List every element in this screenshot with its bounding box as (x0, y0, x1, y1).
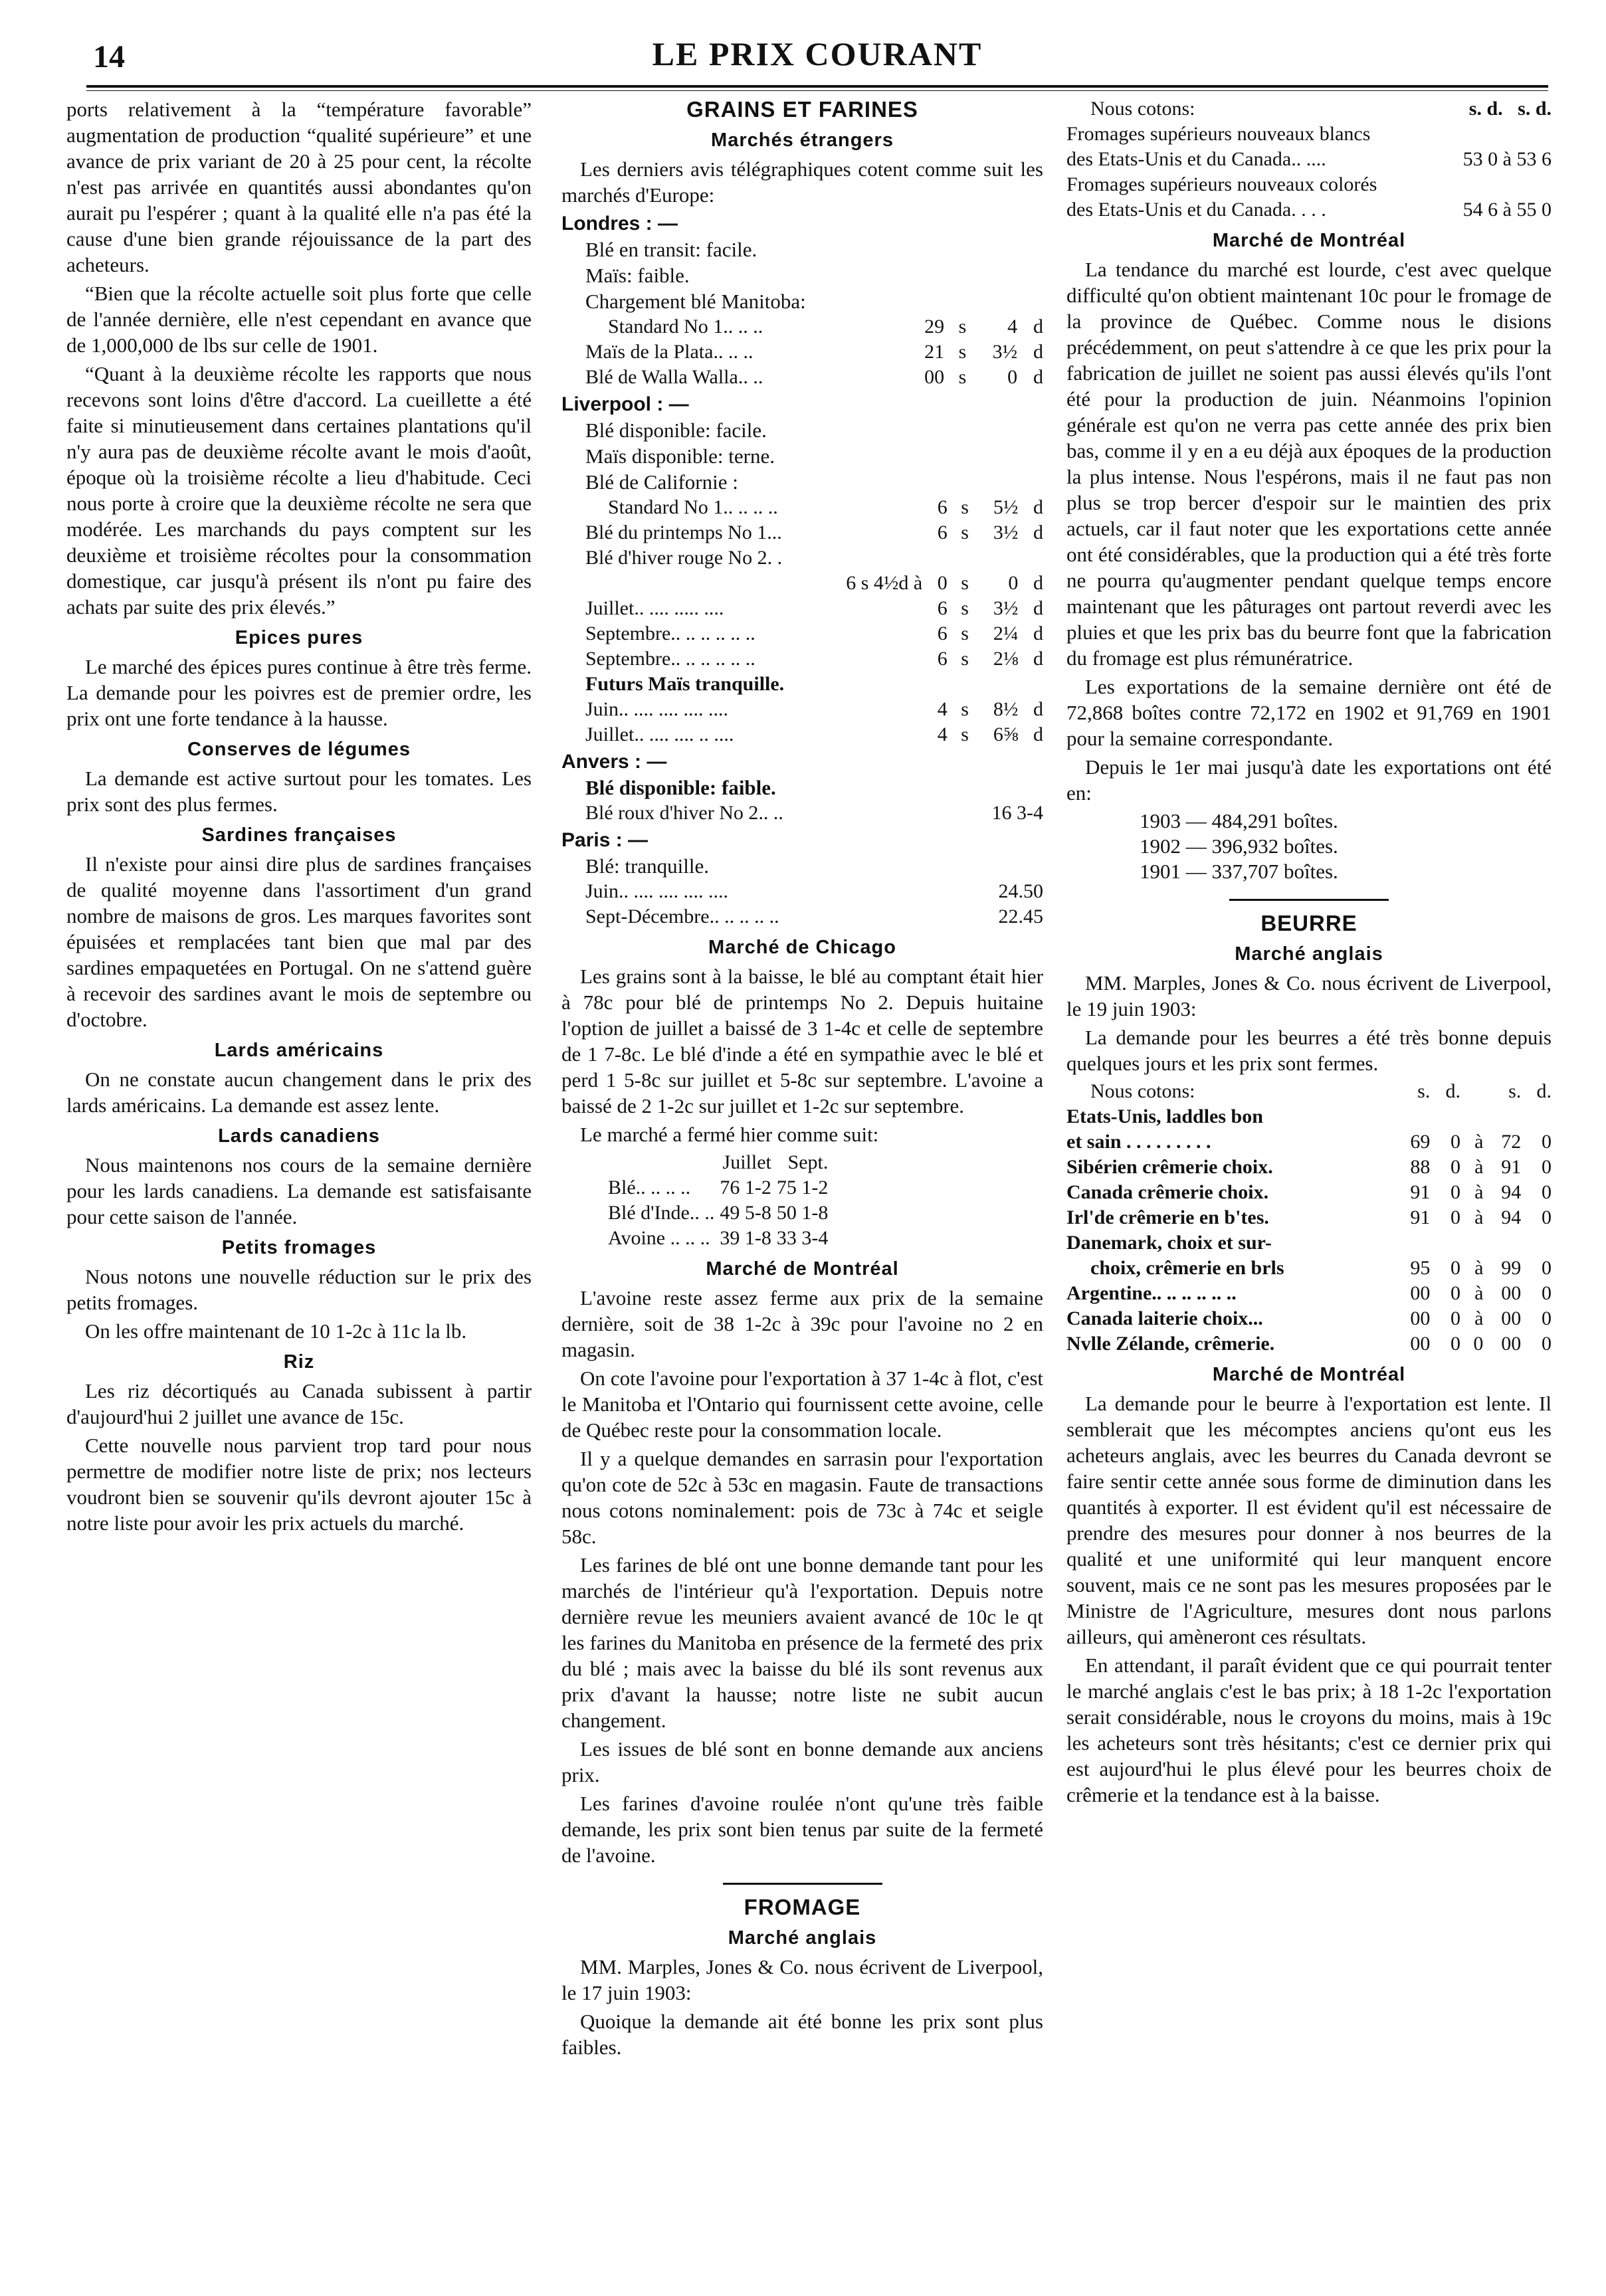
table-row: Etats-Unis, laddles bon (1066, 1105, 1263, 1127)
table-row: Standard No 1.. .. .. .. 6 s 5½ d (608, 496, 1043, 518)
section-heading-lards-americains: Lards américains (214, 1040, 384, 1061)
paragraph: “Quant à la deuxième récolte les rapports que nous recevons sont loins d'être d'accord. La cueillette a été faite si minutieusement dans certaines plantations qu'il n'y aura pas de deuxième récolte avant le mois d'août, époque où la troisième récolte a lieu d'habitude. Ceci nous porte à croire que la deuxième récolte ne sera que modérée. Les marchands du pays comptent sur les deuxième et troisième récoltes pour la consommation domestique, car jusqu'à présent ils n'ont pu faire des achats par suite des prix élevés.” (66, 362, 532, 619)
paragraph: Les exportations de la semaine dernière ont été de 72,868 boîtes contre 72,172 en 1902 et 91,769 en 1901 pour la semaine correspondante. (1066, 675, 1552, 750)
table-row: Standard No 1.. .. .. 29 s 4 d (608, 316, 1043, 337)
paragraph: On cote l'avoine pour l'exportation à 37 1-4c à flot, c'est le Manitoba et l'Ontario qui fournissent cette avoine, celle de Québec reste pour la consommation locale. (561, 1367, 1043, 1442)
paragraph: En attendant, il paraît évident que ce qui pourrait tenter le marché anglais c'est le bas prix; à 18 1-2c l'exportation serait considérable, nous le croyons du moins, mais à 19c les acheteurs sont très hésitants; c'est ce dernier prix qui est aujourd'hui le plus élevé pour les beurres choix de crêmerie et la tendance est à la baisse. (1066, 1654, 1552, 1806)
section-heading-beurre: BEURRE (1260, 911, 1357, 935)
header-rule-thin (86, 90, 1548, 91)
paragraph: Les farines d'avoine roulée n'ont qu'une très faible demande, les prix sont bien tenus par suite de la fermeté de l'avoine. (561, 1792, 1043, 1867)
table-row: Blé.. .. .. .. 76 1-2 75 1-2 (608, 1177, 829, 1198)
subheading-montreal-fromage: Marché de Montréal (1212, 230, 1406, 251)
quote-line: Maïs disponible: terne. (585, 444, 775, 468)
paragraph: Cette nouvelle nous parvient trop tard pour nous permettre de modifier notre liste de prix; nos lecteurs voudront bien se souvenir qu'ils devront ajouter 15c à notre liste pour avoir les prix actuels du marché. (66, 1434, 532, 1535)
butter-quote-table (1066, 1079, 1552, 1357)
paragraph: La demande est active surtout pour les tomates. Les prix sont des plus fermes. (66, 767, 532, 816)
section-heading-riz: Riz (283, 1351, 315, 1373)
table-row: Avoine .. .. .. 39 1-8 33 3-4 (608, 1227, 829, 1249)
paragraph: Nous notons une nouvelle réduction sur le prix des petits fromages. (66, 1265, 532, 1314)
paragraph: Le marché des épices pures continue à être très ferme. La demande pour les poivres est de premier ordre, les prix ont une forte tendance à la hausse. (66, 655, 532, 730)
paragraph: La demande pour le beurre à l'exportation est lente. Il semblerait que les mécomptes anciens qu'ont eus les acheteurs anglais, avec les beurres du Canada devront se faire sentir cette année sous forme de diminution dans les quantités à exporter. Il est évident qu'il est nécessaire de prendre des mesures pour donner à nos beurres de la qualité et une uniformité qui leur manquent encore souvent, mais ce ne sont pas les mesures proposées par le Ministre de l'Agriculture, mesures dont nous parlons ailleurs, qui amèneront ces résultats. (1066, 1392, 1552, 1648)
cheese-quote-table (1066, 96, 1552, 223)
quote-line: Maïs: faible. (585, 264, 690, 287)
running-title: LE PRIX COURANT (652, 35, 983, 72)
table-row: Juin.. .... .... .... .... 4 s 8½ d (585, 698, 1043, 720)
section-heading-lards-canadiens: Lards canadiens (218, 1125, 380, 1147)
header-rule (86, 85, 1548, 88)
exports-list (1140, 809, 1552, 884)
paragraph: Nous maintenons nos cours de la semaine dernière pour les lards canadiens. La demande est satisfaisante pour cette saison de l'année. (66, 1153, 532, 1228)
table-header-row: Nous cotons: s. d. s. d. (1090, 98, 1552, 120)
quote-line: Blé disponible: faible. (585, 776, 776, 799)
table-header-row: Nous cotons: s. d. s. d. (1090, 1080, 1552, 1102)
section-heading-conserves: Conserves de légumes (187, 739, 411, 760)
table-row: Septembre.. .. .. .. .. .. 6 s 2¼ d (585, 622, 1043, 644)
section-heading-sardines: Sardines françaises (201, 824, 397, 846)
table-row: Juillet.. .... ..... .... 6 s 3½ d (585, 597, 1043, 619)
market-label-anvers: Anvers : — (561, 751, 667, 773)
table-header-row: Juillet Sept. (722, 1151, 829, 1173)
table-row: Blé d'Inde.. .. 49 5-8 50 1-8 (608, 1202, 829, 1224)
masthead (86, 27, 1548, 80)
table-row: Futurs Maïs tranquille. (585, 673, 785, 695)
paragraph: La tendance du marché est lourde, c'est avec quelque difficulté qu'on obtient maintenant 10c pour le fromage de la province de Québec. Comme nous le disions précédemment, on peut s'attendre à ce que les prix pour la fabrication de juillet ne soient pas aussi élevés qu'ils l'ont été pour la production de juin. Néanmoins l'opinion générale est qu'on ne verra pas cette année des prix bien bas, comme il y en a eu déjà aux époques de la production la plus intense. Nous l'espérons, mais il ne faut pas non plus se trop bercer d'espoir sur le maintien des prix actuels, car il faut noter que les exportations cette année ont été considérables, que la production qui a été très forte ne pourra qu'augmenter pendant quelque temps encore maintenant que les pâturages ont partout reverdi avec les pluies et que les prix bas du beurre font que la fabrication du fromage est plus rémunératrice. (1066, 258, 1552, 670)
table-row: Irl'de crêmerie en b'tes. 91 0 à 94 0 (1066, 1206, 1552, 1228)
market-label-paris: Paris : — (561, 829, 649, 851)
subheading-montreal-grains: Marché de Montréal (706, 1258, 899, 1280)
paragraph: Depuis le 1er mai jusqu'à date les exportations ont été en: (1066, 755, 1552, 805)
table-row: Blé d'hiver rouge No 2. . (585, 547, 783, 569)
table-row: Danemark, choix et sur- (1066, 1232, 1272, 1254)
paragraph: Il n'existe pour ainsi dire plus de sardines françaises de qualité moyenne dans l'assortiment d'un grand nombre de maisons de gros. Les marques favorites sont épuisées et remplacées tant bien que mal par des sardines empaquetées en Portugal. On ne s'attend guère à recevoir des sardines avant le mois de septembre ou d'octobre. (66, 852, 532, 1031)
list-item: 1903 — 484,291 boîtes. (1140, 809, 1338, 832)
market-label-liverpool: Liverpool : — (561, 393, 689, 415)
column-middle (561, 96, 1043, 2255)
section-heading-epices: Epices pures (235, 627, 363, 648)
market-label-londres: Londres : — (561, 213, 678, 235)
table-row: choix, crêmerie en brls 95 0 à 99 0 (1090, 1257, 1552, 1279)
section-heading-grains: GRAINS ET FARINES (686, 97, 918, 122)
paragraph: La demande pour les beurres a été très bonne depuis quelques jours et les prix sont fermes. (1066, 1026, 1552, 1075)
paragraph: Les farines de blé ont une bonne demande tant pour les marchés de l'intérieur qu'à l'exportation. Depuis notre dernière revue les meuniers avaient avancé de 10c le qt les farines du Manitoba en présence de la fermeté des prix du blé ; mais avec la baisse du blé ils sont revenus aux prix d'avant la hausse; notre liste ne subit aucun changement. (561, 1553, 1043, 1732)
quote-line: Blé: tranquille. (585, 854, 709, 878)
paragraph: MM. Marples, Jones & Co. nous écrivent de Liverpool, le 17 juin 1903: (561, 1955, 1043, 2004)
table-row: Blé du printemps No 1... 6 s 3½ d (585, 522, 1043, 543)
table-row: Fromages supérieurs nouveaux colorés des Etats-Unis et du Canada. . . . 54 6 à 55 0 (1066, 173, 1552, 221)
table-row: Canada crêmerie choix. 91 0 à 94 0 (1066, 1181, 1552, 1203)
column-right (1066, 96, 1552, 2255)
section-divider (1229, 899, 1389, 901)
paragraph: “Bien que la récolte actuelle soit plus forte que celle de l'année dernière, elle n'est cependant en avance que de 1,000,000 de lbs sur celle de 1901. (66, 282, 532, 357)
paragraph: Quoique la demande ait été bonne les prix sont plus faibles. (561, 2010, 1043, 2059)
subheading-marche-anglais: Marché anglais (728, 1927, 877, 1949)
table-row: Nvlle Zélande, crêmerie. 00 0 0 00 0 (1066, 1333, 1552, 1355)
quote-line: Chargement blé Manitoba: (585, 290, 806, 313)
paragraph: Les riz décortiqués au Canada subissent à partir d'aujourd'hui 2 juillet une avance de 15c. (66, 1379, 532, 1428)
table-row: Juin.. .... .... .... .... 24.50 (585, 880, 1043, 902)
section-heading-fromage: FROMAGE (744, 1895, 861, 1919)
section-divider (723, 1883, 882, 1885)
quote-line: Blé de Californie : (585, 470, 738, 494)
quote-line: Blé disponible: facile. (585, 419, 767, 442)
quote-line: Blé en transit: facile. (585, 238, 757, 261)
table-row: Septembre.. .. .. .. .. .. 6 s 2⅛ d (585, 648, 1043, 670)
paragraph: MM. Marples, Jones & Co. nous écrivent de Liverpool, le 19 juin 1903: (1066, 971, 1552, 1020)
quote-table-londres (561, 314, 1043, 390)
table-row: Blé roux d'hiver No 2.. .. 16 3-4 (585, 802, 1043, 824)
table-row: Blé de Walla Walla.. .. 00 s 0 d (585, 366, 1043, 388)
table-row: 6 s 4½d à 0 s 0 d (846, 572, 1043, 594)
table-row: Sept-Décembre.. .. .. .. .. 22.45 (585, 906, 1043, 927)
paragraph: Les grains sont à la baisse, le blé au comptant était hier à 78c pour blé de printemps No 2. Depuis huitaine l'option de juillet a baissé de 3 1-4c et celle de septembre de 1 7-8c. Le blé d'inde a été en sympathie avec le blé et perd 1 5-8c sur juillet et 5-8c sur septembre. L'avoine a baissé de 2 1-2c sur juillet et 1-2c sur septembre. (561, 965, 1043, 1117)
table-row: Fromages supérieurs nouveaux blancs des Etats-Unis et du Canada.. .... 53 0 à 53 6 (1066, 123, 1552, 170)
section-heading-petits-fromages: Petits fromages (221, 1237, 377, 1258)
quote-table-anvers (561, 801, 1043, 826)
quote-table-paris (561, 879, 1043, 929)
paragraph: Les derniers avis télégraphiques cotent comme suit les marchés d'Europe: (561, 157, 1043, 207)
paragraph: Il y a quelque demandes en sarrasin pour l'exportation qu'on cote de 52c à 53c en magasin. Faute de transactions nous cotons nominalement: pois de 73c à 74c et seigle 58c. (561, 1447, 1043, 1548)
table-row: Juillet.. .... .... .. .... 4 s 6⅝ d (585, 723, 1043, 745)
paragraph: Les issues de blé sont en bonne demande aux anciens prix. (561, 1737, 1043, 1786)
page-number: 14 (93, 39, 125, 74)
paragraph: On ne constate aucun changement dans le prix des lards américains. La demande est assez lente. (66, 1068, 532, 1117)
paragraph: On les offre maintenant de 10 1-2c à 11c la lb. (85, 1319, 467, 1343)
column-left (66, 96, 532, 2255)
subheading-chicago: Marché de Chicago (708, 937, 896, 958)
paragraph: Le marché a fermé hier comme suit: (580, 1123, 879, 1146)
paragraph: ports relativement à la “température favorable” augmentation de production “qualité supérieure” et une avance de prix variant de 20 à 25 pour cent, la récolte n'est pas arrivée en quantités aussi abondantes qu'on aurait pu l'espérer ; quant à la qualité elle n'a pas été la cause d'une bien grande réjouissance de la part des acheteurs. (66, 98, 532, 276)
list-item: 1902 — 396,932 boîtes. (1140, 834, 1338, 858)
subheading-marche-anglais: Marché anglais (1235, 943, 1383, 965)
list-item: 1901 — 337,707 boîtes. (1140, 860, 1338, 883)
subheading-marches-etrangers: Marchés étrangers (711, 130, 894, 151)
table-row: Sibérien crêmerie choix. 88 0 à 91 0 (1066, 1156, 1552, 1178)
table-row: Canada laiterie choix... 00 0 à 00 0 (1066, 1307, 1552, 1329)
table-row: Argentine.. .. .. .. .. .. 00 0 à 00 0 (1066, 1282, 1552, 1304)
table-row: Maïs de la Plata.. .. .. 21 s 3½ d (585, 341, 1043, 363)
quote-table-liverpool (561, 495, 1043, 747)
subheading-montreal-beurre: Marché de Montréal (1212, 1364, 1406, 1385)
closing-prices-table (608, 1150, 828, 1251)
paragraph: L'avoine reste assez ferme aux prix de la semaine dernière, soit de 38 1-2c à 39c pour l'avoine no 2 en magasin. (561, 1286, 1043, 1361)
table-row: et sain . . . . . . . . . 69 0 à 72 0 (1066, 1131, 1552, 1153)
